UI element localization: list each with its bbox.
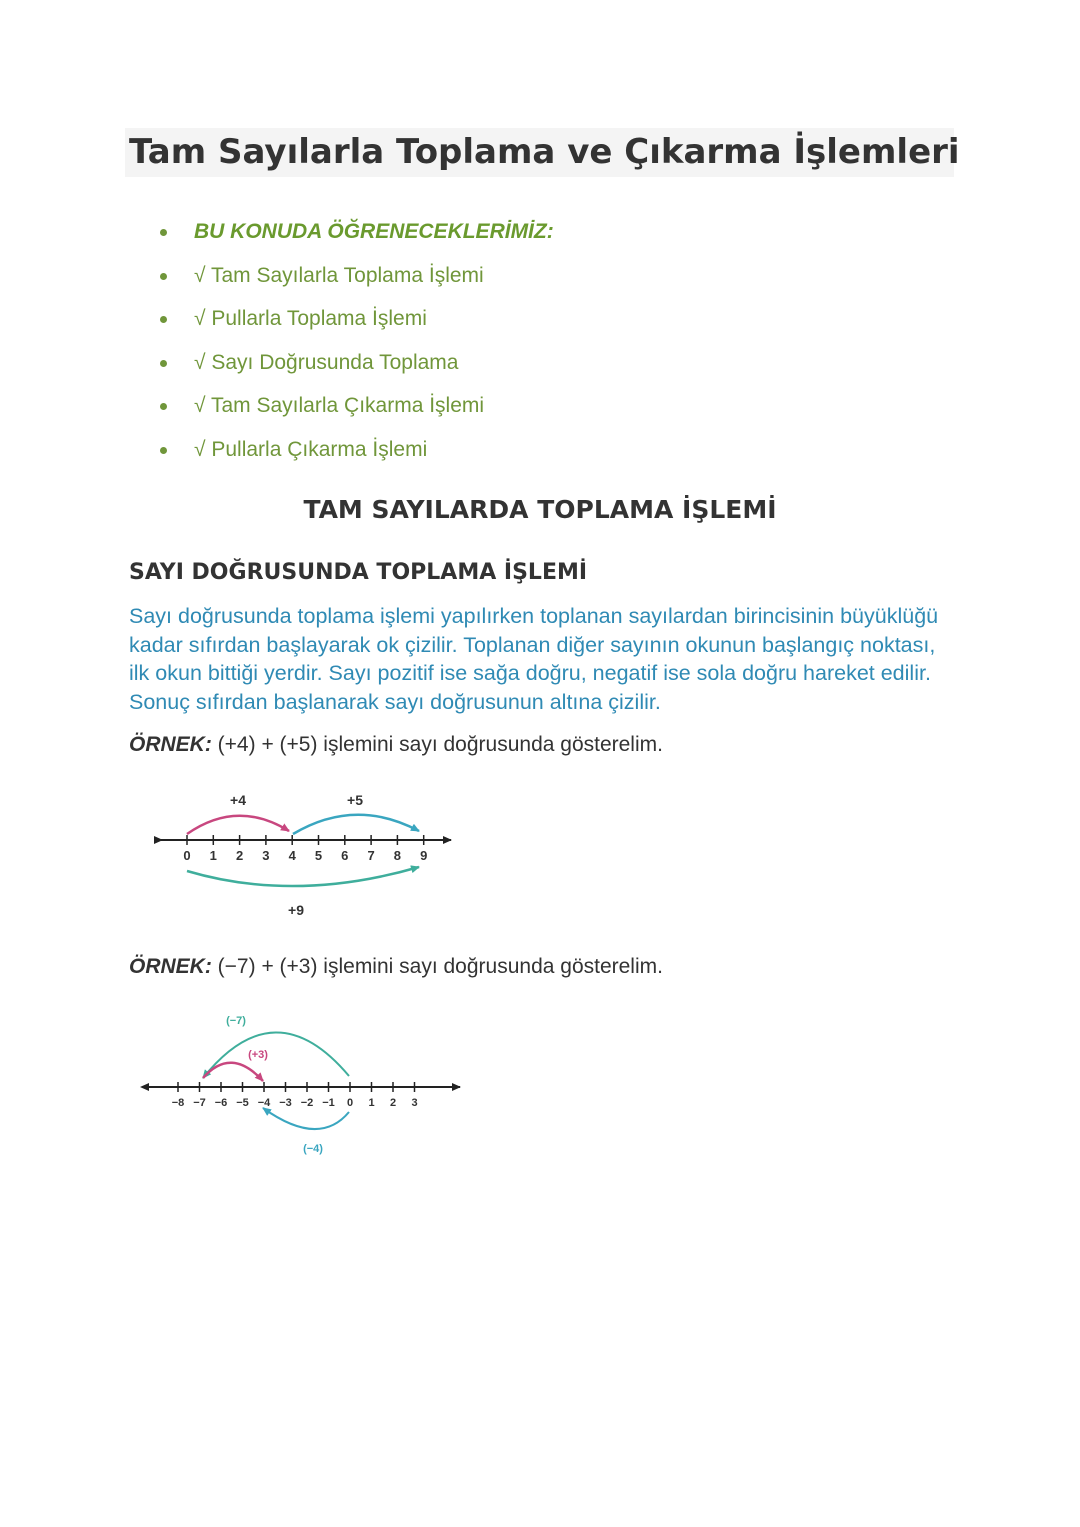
arrow-plus-5 — [293, 815, 419, 834]
bullet-icon — [160, 229, 167, 236]
sub-heading: SAYI DOĞRUSUNDA TOPLAMA İŞLEMİ — [129, 560, 588, 585]
bullet-icon — [160, 273, 167, 280]
list-item-label: BU KONUDA ÖĞRENECEKLERİMİZ: — [194, 220, 554, 243]
arrow-label: (+3) — [248, 1049, 268, 1061]
number-line-figure-2 — [135, 1008, 470, 1173]
axis-left-arrowhead — [140, 1083, 149, 1091]
tick-label: −1 — [322, 1097, 335, 1109]
tick-label: −2 — [300, 1097, 314, 1109]
list-item — [158, 212, 554, 256]
bullet-icon — [160, 316, 167, 323]
list-item — [158, 343, 554, 387]
example-label: ÖRNEK: — [129, 955, 212, 978]
arrow-plus-9 — [187, 867, 419, 886]
arrow-label: +9 — [288, 902, 304, 918]
tick-label: −3 — [279, 1097, 292, 1109]
arrow-label: (−7) — [226, 1015, 246, 1027]
arrow-plus-3 — [203, 1063, 263, 1081]
tick-label: 5 — [314, 848, 323, 863]
tick-label: 3 — [262, 848, 270, 863]
explanation-paragraph: Sayı doğrusunda toplama işlemi yapılırken toplanan sayılardan birincisinin büyüklüğü kadar sıfırdan başlayarak ok çizilir. Toplanan diğer sayının okunun başlangıç noktası, ilk okun bittiği yerdir. Sayı pozitif ise sağa doğru, negatif ise sola doğru hareket edilir. Sonuç sıfırdan başlanarak sayı doğrusunun altına çizilir. — [129, 604, 939, 714]
topic-list — [158, 212, 554, 473]
arrow-minus-7 — [203, 1032, 349, 1078]
list-item-label: √ Tam Sayılarla Çıkarma İşlemi — [194, 394, 485, 417]
list-item-label: √ Tam Sayılarla Toplama İşlemi — [194, 263, 484, 287]
tick-label: −7 — [193, 1097, 206, 1109]
tick-label: 9 — [420, 848, 428, 863]
tick-label: 1 — [209, 848, 217, 863]
arrow-label: +4 — [230, 792, 246, 808]
tick-label: 0 — [346, 1097, 354, 1109]
example-1 — [129, 730, 663, 760]
tick-label: 2 — [235, 848, 244, 863]
tick-label: 6 — [341, 848, 349, 863]
arrow-plus-4 — [187, 816, 289, 834]
tick-label: 2 — [389, 1097, 397, 1109]
arrow-label: (−4) — [303, 1143, 323, 1155]
list-item-label: √ Sayı Doğrusunda Toplama — [194, 350, 459, 374]
tick-label: 8 — [393, 848, 402, 863]
tick-label: 0 — [183, 848, 191, 863]
arrow-label: +5 — [347, 792, 363, 808]
tick-label: −8 — [171, 1097, 185, 1109]
arrow-minus-4 — [263, 1108, 349, 1129]
list-item — [158, 299, 554, 343]
example-text: (+4) + (+5) işlemini sayı doğrusunda gösterelim. — [211, 733, 663, 756]
tick-label: −6 — [214, 1097, 228, 1109]
tick-label: 4 — [288, 848, 296, 863]
list-item — [158, 256, 554, 300]
tick-label: −5 — [236, 1097, 249, 1109]
tick-label: −4 — [257, 1097, 271, 1109]
example-text: (−7) + (+3) işlemini sayı doğrusunda gösterelim. — [211, 955, 663, 978]
tick-label: 1 — [368, 1097, 375, 1109]
section-heading: TAM SAYILARDA TOPLAMA İŞLEMİ — [303, 495, 777, 524]
example-label: ÖRNEK: — [129, 733, 212, 756]
example-2 — [129, 952, 663, 982]
tick-label: 7 — [367, 848, 375, 863]
bullet-icon — [160, 447, 167, 454]
page-title: Tam Sayılarla Toplama ve Çıkarma İşlemleri — [129, 132, 960, 172]
bullet-icon — [160, 403, 167, 410]
tick-label: 3 — [411, 1097, 418, 1109]
list-item — [158, 430, 554, 474]
list-item-label: √ Pullarla Çıkarma İşlemi — [194, 437, 428, 461]
list-item-label: √ Pullarla Toplama İşlemi — [194, 307, 427, 330]
bullet-icon — [160, 360, 167, 367]
number-line-svg — [135, 1008, 470, 1168]
number-line-svg — [145, 785, 470, 930]
list-item — [158, 386, 554, 430]
number-line-figure-1 — [145, 785, 470, 935]
axis-left-arrowhead — [154, 836, 163, 844]
